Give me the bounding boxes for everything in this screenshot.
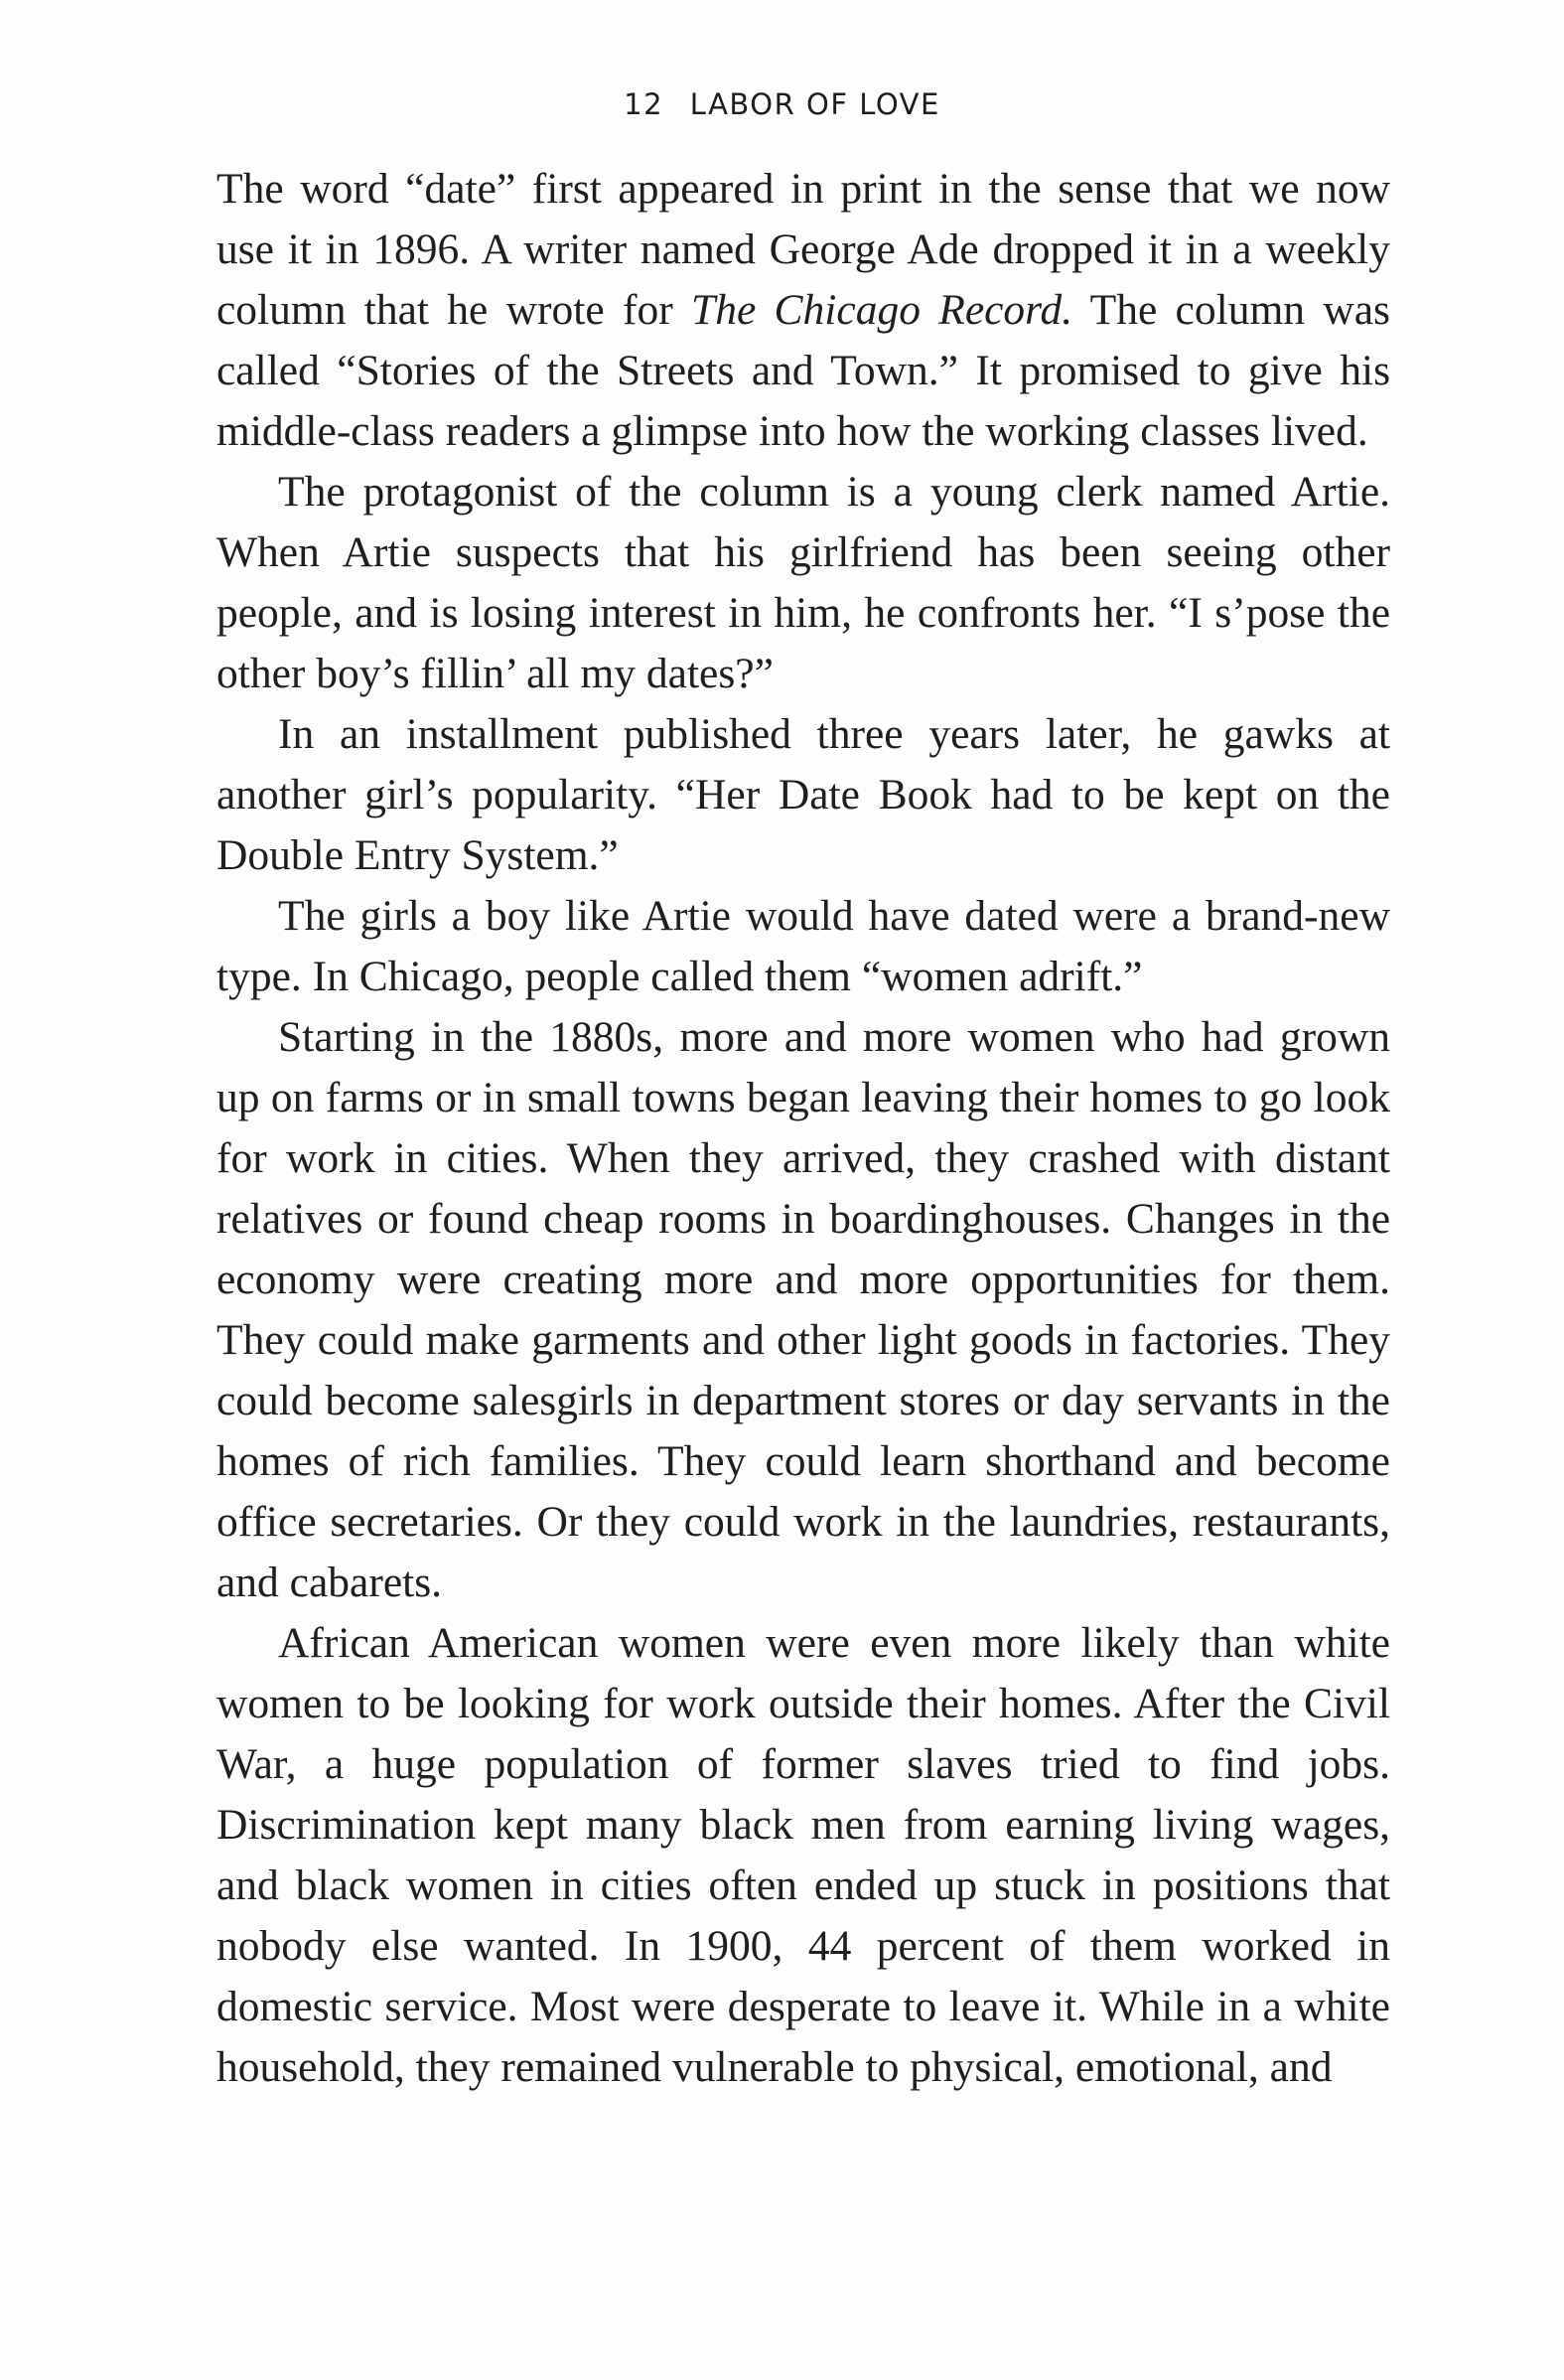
book-title: LABOR OF LOVE [689, 87, 940, 121]
page-number: 12 [624, 87, 664, 121]
paragraph-6: African American women were even more likely than white women to be looking for work outside their homes. After the Civil War, a huge population of former slaves tried to find jobs. Discrimination kept many black men from earning living wages, and black women in cities often ended up stuck in positions that nobody else wanted. In 1900, 44 percent of them worked in domestic service. Most were desperate to leave it. While in a white household, they remained vulnerable to physical, emotional, and [216, 1619, 1390, 2091]
paragraph-1 [216, 159, 1390, 462]
body-text [216, 159, 1390, 2098]
paragraph-1-part-b: The column was called “Stories of the Streets and Town.” It promised to give his middle-class readers a glimpse into how the working classes lived. [216, 286, 1390, 455]
publication-title: The Chicago Record. [691, 286, 1073, 334]
paragraph-5: Starting in the 1880s, more and more women who had grown up on farms or in small towns began leaving their homes to go look for work in cities. When they arrived, they crashed with distant relatives or found cheap rooms in boardinghouses. Changes in the economy were creating more and more opportunities for them. They could make garments and other light goods in factories. They could become salesgirls in department stores or day servants in the homes of rich families. They could learn shorthand and become office secretaries. Or they could work in the laundries, restaurants, and cabarets. [216, 1013, 1390, 1606]
running-head [0, 87, 1564, 121]
paragraph-4: The girls a boy like Artie would have dated were a brand-new type. In Chicago, people called them “women adrift.” [216, 892, 1390, 1000]
paragraph-2: The protagonist of the column is a young clerk named Artie. When Artie suspects that his girlfriend has been seeing other people, and is losing interest in him, he confronts her. “I s’pose the other boy’s fillin’ all my dates?” [216, 468, 1390, 697]
paragraph-3: In an installment published three years later, he gawks at another girl’s popularity. “Her Date Book had to be kept on the Double Entry System.” [216, 710, 1390, 879]
paragraph-1-part-a: The word “date” first appeared in print in the sense that we now use it in 1896. A writer named George Ade dropped it in a weekly column that he wrote for [216, 165, 1390, 334]
